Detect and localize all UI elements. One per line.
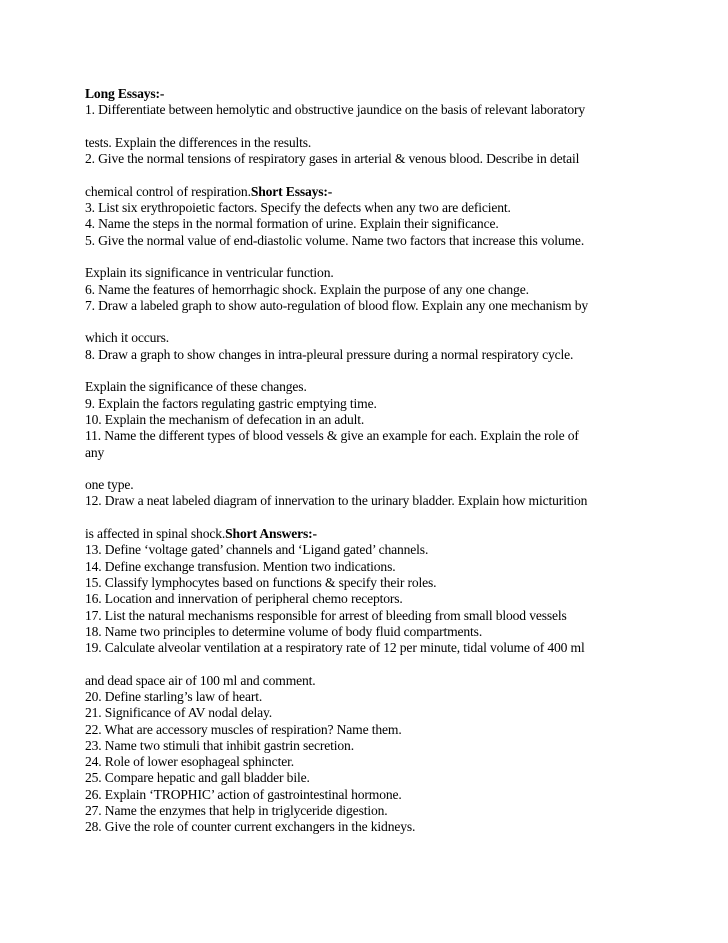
question-line: and dead space air of 100 ml and comment. (85, 672, 316, 688)
question-line: 20. Define starling’s law of heart. (85, 688, 263, 704)
question-line: 1. Differentiate between hemolytic and obstructive jaundice on the basis of relevant laboratory (85, 102, 585, 118)
question-text: is affected in spinal shock. (85, 526, 226, 542)
paragraph-gap (85, 314, 710, 330)
question-line: 5. Give the normal value of end-diastolic volume. Name two factors that increase this volume. (85, 232, 585, 248)
question-line: any (85, 444, 105, 460)
question-line: 22. What are accessory muscles of respiration? Name them. (85, 721, 402, 737)
paragraph-gap (85, 656, 710, 672)
question-line: 15. Classify lymphocytes based on functions & specify their roles. (85, 574, 437, 590)
question-line: 24. Role of lower esophageal sphincter. (85, 754, 294, 770)
question-line: 25. Compare hepatic and gall bladder bile. (85, 770, 310, 786)
question-line: 2. Give the normal tensions of respiratory gases in arterial & venous blood. Describe in detail (85, 151, 580, 167)
question-line: 9. Explain the factors regulating gastric emptying time. (85, 395, 377, 411)
question-line: 23. Name two stimuli that inhibit gastrin secretion. (85, 737, 354, 753)
question-line: which it occurs. (85, 330, 170, 346)
question-line: Explain the significance of these changes. (85, 379, 307, 395)
long-essays-heading: Long Essays:- (85, 86, 165, 101)
question-text: chemical control of respiration. (85, 183, 251, 199)
question-line: 6. Name the features of hemorrhagic shock. Explain the purpose of any one change. (85, 281, 529, 297)
question-line: 8. Draw a graph to show changes in intra-pleural pressure during a normal respiratory cycle. (85, 346, 574, 362)
question-line: tests. Explain the differences in the results. (85, 134, 312, 150)
paragraph-gap (85, 510, 710, 526)
paragraph-gap (85, 461, 710, 477)
question-line: 18. Name two principles to determine volume of body fluid compartments. (85, 623, 483, 639)
paragraph-gap (85, 249, 710, 265)
question-line: 10. Explain the mechanism of defecation in an adult. (85, 411, 365, 427)
question-line: Explain its significance in ventricular function. (85, 265, 334, 281)
question-line: 13. Define ‘voltage gated’ channels and ‘Ligand gated’ channels. (85, 542, 429, 558)
question-line: 17. List the natural mechanisms responsible for arrest of bleeding from small blood vessels (85, 607, 567, 623)
question-line: 19. Calculate alveolar ventilation at a respiratory rate of 12 per minute, tidal volume of 400 ml (85, 640, 585, 656)
question-line: 4. Name the steps in the normal formation of urine. Explain their significance. (85, 216, 499, 232)
paragraph-gap (85, 167, 710, 183)
question-line-with-heading (85, 526, 710, 542)
question-line: 11. Name the different types of blood vessels & give an example for each. Explain the role of (85, 428, 579, 444)
paragraph-gap (85, 119, 710, 135)
question-line: 16. Location and innervation of peripheral chemo receptors. (85, 591, 403, 607)
short-answers-heading: Short Answers:- (225, 526, 317, 542)
question-line: 27. Name the enzymes that help in triglyceride digestion. (85, 803, 388, 819)
question-line: 26. Explain ‘TROPHIC’ action of gastrointestinal hormone. (85, 786, 402, 802)
question-line-with-heading (85, 184, 710, 200)
question-line: 3. List six erythropoietic factors. Specify the defects when any two are deficient. (85, 200, 511, 216)
document-page (85, 86, 710, 836)
paragraph-gap (85, 363, 710, 379)
short-essays-heading: Short Essays:- (250, 183, 333, 199)
question-line: 14. Define exchange transfusion. Mention two indications. (85, 558, 396, 574)
question-line: 7. Draw a labeled graph to show auto-regulation of blood flow. Explain any one mechanism by (85, 297, 589, 313)
question-line: one type. (85, 477, 134, 493)
question-line: 21. Significance of AV nodal delay. (85, 705, 273, 721)
question-line: 12. Draw a neat labeled diagram of innervation to the urinary bladder. Explain how micturition (85, 493, 588, 509)
question-line: 28. Give the role of counter current exchangers in the kidneys. (85, 819, 416, 835)
